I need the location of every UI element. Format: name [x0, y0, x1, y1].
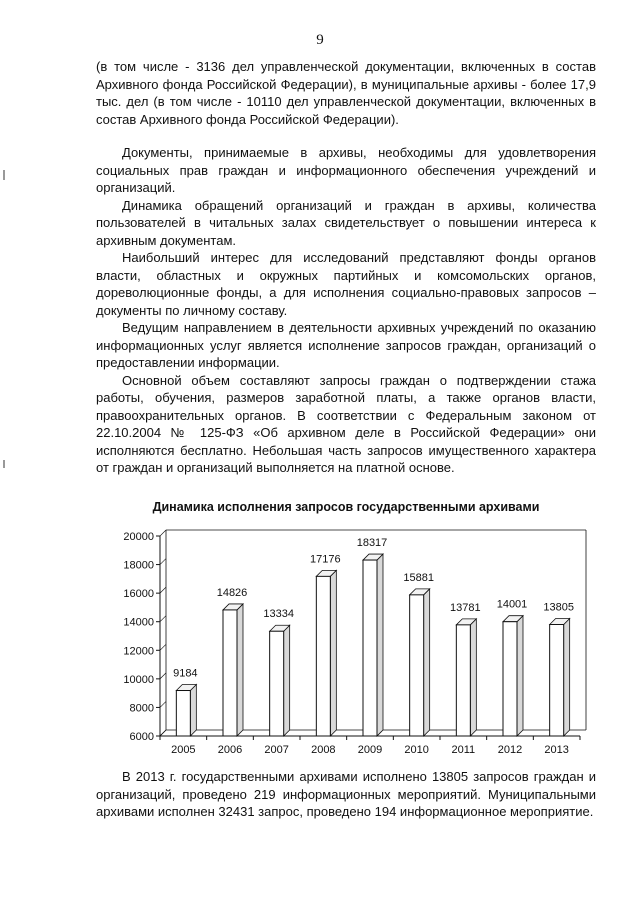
- paragraph-7: В 2013 г. государственными архивами исполнено 13805 запросов граждан и организаций, проведено 219 информационных мероприятий. Муниципальными архивами исполнен 32431 запрос, проведено 194 информационное мероприятие.: [96, 769, 596, 819]
- data-label: 15881: [403, 571, 434, 584]
- y-tick-label: 10000: [123, 673, 154, 686]
- y-tick-depth: [160, 644, 166, 650]
- bar: [176, 691, 190, 736]
- y-tick-label: 12000: [123, 645, 154, 658]
- page-number: 9: [316, 32, 324, 48]
- scan-edge-mark: [3, 460, 5, 468]
- y-tick-label: 6000: [129, 731, 154, 743]
- data-label: 13805: [543, 601, 574, 614]
- y-tick-label: 18000: [123, 559, 154, 572]
- data-label: 13781: [450, 601, 481, 614]
- bar: [316, 576, 330, 736]
- bar-side: [330, 570, 336, 736]
- bar: [410, 595, 424, 736]
- x-tick-label: 2008: [311, 744, 336, 756]
- closing-text: [96, 768, 596, 821]
- x-tick-label: 2010: [404, 744, 429, 756]
- x-tick-label: 2012: [497, 744, 523, 756]
- x-tick-label: 2013: [544, 744, 569, 756]
- chart-title: Динамика исполнения запросов государственными архивами: [152, 500, 540, 514]
- paragraph-2: Документы, принимаемые в архивы, необходимы для удовлетворения социальных прав граждан и информационного обеспечения учреждений и организаций.: [96, 145, 596, 195]
- x-tick-label: 2007: [264, 744, 289, 756]
- bar-side: [424, 589, 430, 736]
- paragraph-6: Основной объем составляют запросы граждан о подтверждении стажа работы, обучения, размеров заработной платы, а также органов власти, правоохранительных органов. В соответствии с Федеральным законом от 22.10.2004 № 125-ФЗ «Об архивном деле в Российской Федерации» они исполняются бесплатно. Небольшая часть запросов имущественного характера от граждан и организаций выполняется на платной основе.: [96, 372, 596, 475]
- y-tick-label: 14000: [123, 616, 154, 629]
- bar: [270, 631, 284, 736]
- bar: [223, 610, 237, 736]
- y-tick-label: 8000: [129, 702, 154, 715]
- bar: [456, 625, 470, 736]
- data-label: 13334: [263, 608, 294, 621]
- y-tick-depth: [160, 701, 166, 707]
- y-tick-depth: [160, 559, 166, 565]
- bar-side: [377, 554, 383, 736]
- bar: [550, 625, 564, 737]
- data-label: 18317: [356, 537, 388, 550]
- data-label: 14001: [496, 598, 528, 611]
- bar-side: [517, 616, 523, 736]
- bar: [363, 560, 377, 736]
- data-label: 17176: [310, 553, 341, 566]
- bar: [503, 622, 517, 736]
- paragraph-3: Динамика обращений организаций и граждан в архивы, количества пользователей в читальных залах свидетельствует о повышении интереса к архивным документам.: [96, 197, 596, 248]
- bar-side: [190, 685, 196, 736]
- y-tick-label: 16000: [123, 588, 154, 601]
- bar-side: [284, 625, 290, 736]
- x-tick-label: 2009: [357, 744, 383, 756]
- data-label: 9184: [173, 667, 198, 680]
- paragraph-1: (в том числе - 3136 дел управленческой документации, включенных в состав Архивного фонда Российской Федерации), в муниципальные архивы - более 17,9 тыс. дел (в том числе - 10110 дел управленческой документации, включенных в состав Архивного фонда Российской Федерации).: [96, 59, 596, 127]
- x-tick-label: 2011: [451, 744, 476, 756]
- y-tick-depth: [160, 616, 166, 622]
- paragraph-4: Наибольший интерес для исследований представляют фонды органов власти, областных и окружных партийных и комсомольских органов, дореволюционные фонды, а для исполнения социально-правовых запросов – документы по личному составу.: [96, 250, 596, 318]
- bar-side: [470, 619, 476, 736]
- y-tick-label: 20000: [123, 531, 154, 543]
- scan-edge-mark: [3, 170, 5, 180]
- bar-side: [237, 604, 243, 736]
- x-tick-label: 2005: [171, 744, 196, 756]
- y-tick-depth: [160, 673, 166, 679]
- y-tick-depth: [160, 730, 166, 736]
- paragraph-5: Ведущим направлением в деятельности архивных учреждений по оказанию информационных услуг является исполнение запросов граждан, организаций о предоставлении информации.: [96, 320, 596, 370]
- y-tick-depth: [160, 587, 166, 593]
- bar-side: [564, 619, 570, 737]
- data-label: 14826: [216, 586, 248, 599]
- y-tick-depth: [160, 530, 166, 536]
- x-tick-label: 2006: [217, 744, 243, 756]
